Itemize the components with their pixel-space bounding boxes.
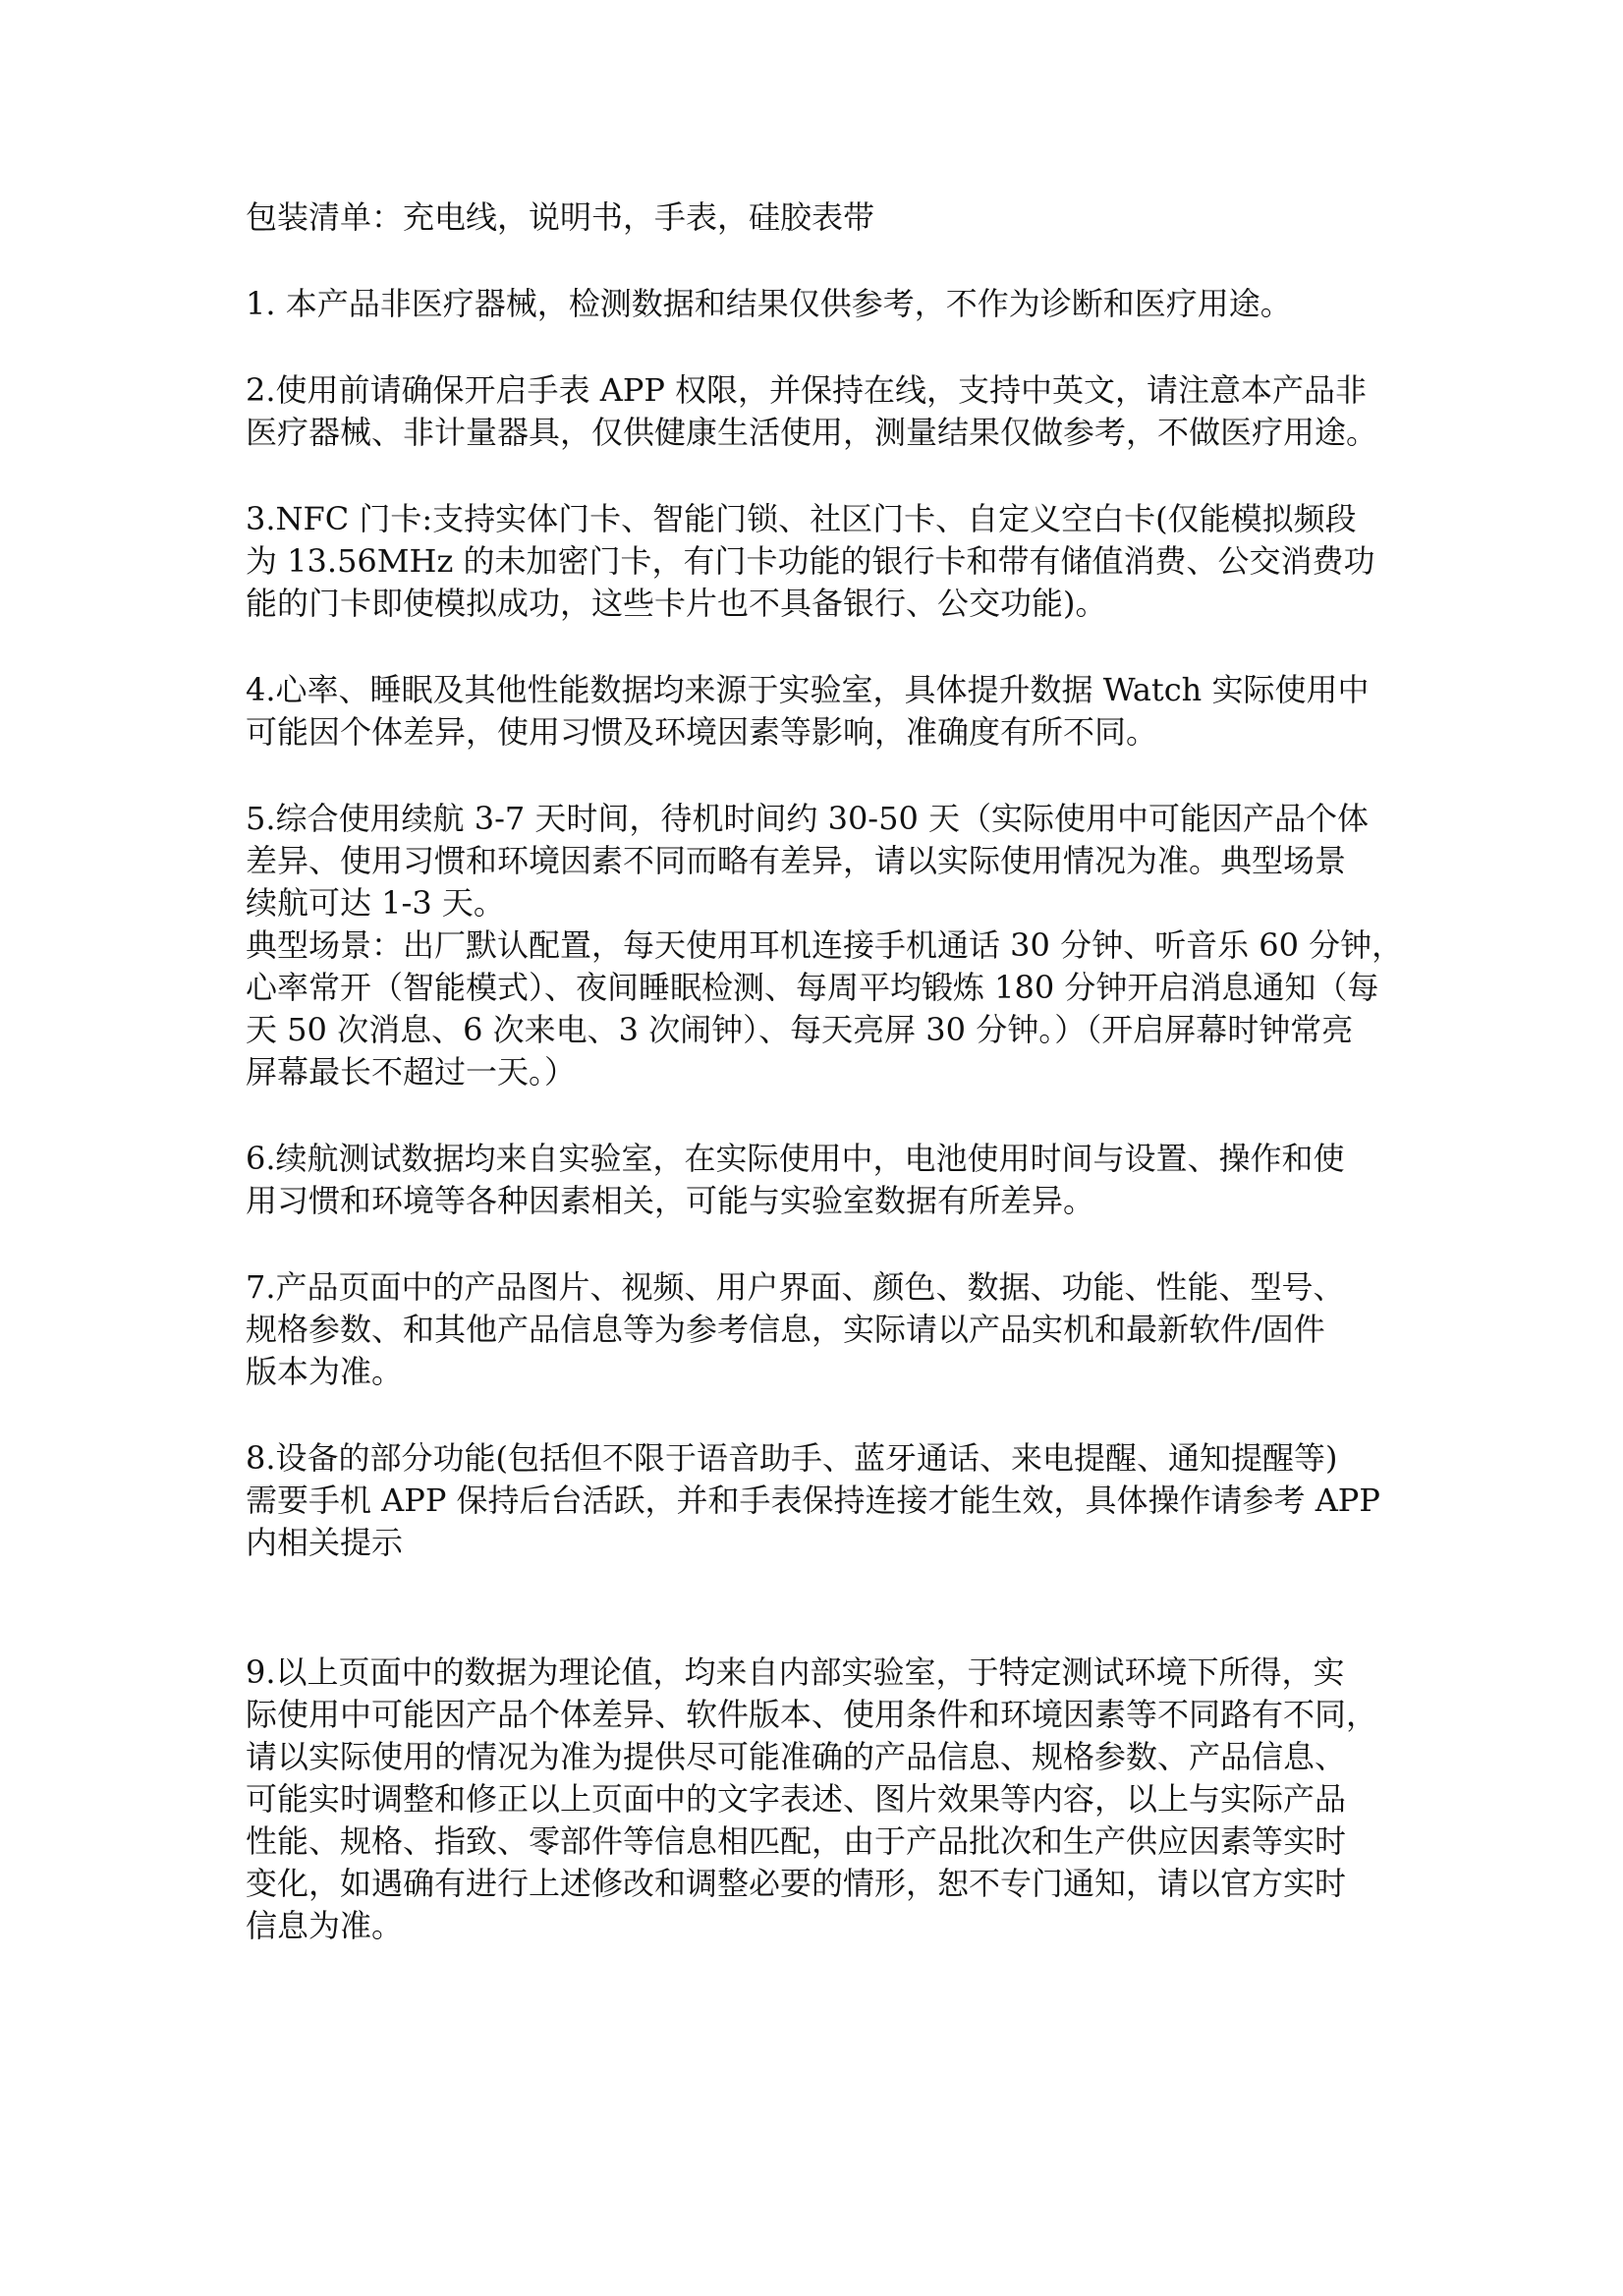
note-5: [246, 798, 1425, 1093]
note-2: [246, 369, 1425, 454]
note-8: [246, 1437, 1425, 1564]
note-3-line-2: 为 13.56MHz 的未加密门卡，有门卡功能的银行卡和带有储值消费、公交消费功: [246, 542, 1375, 580]
note-6-line-2: 用习惯和环境等各种因素相关，可能与实验室数据有所差异。: [246, 1182, 1095, 1219]
note-9-line-7: 信息为准。: [246, 1907, 404, 1944]
note-5-line-1: 5.综合使用续航 3-7 天时间，待机时间约 30-50 天（实际使用中可能因产品个体: [246, 800, 1370, 837]
note-2-line-2: 医疗器械、非计量器具，仅供健康生活使用，测量结果仅做参考，不做医疗用途。: [246, 414, 1378, 451]
note-6-line-1: 6.续航测试数据均来自实验室，在实际使用中，电池使用时间与设置、操作和使: [246, 1140, 1345, 1177]
note-9-line-6: 变化，如遇确有进行上述修改和调整必要的情形，恕不专门通知，请以官方实时: [246, 1865, 1347, 1902]
note-7-line-2: 规格参数、和其他产品信息等为参考信息，实际请以产品实机和最新软件/固件: [246, 1311, 1325, 1348]
note-9: [246, 1652, 1425, 1947]
note-2-line-1: 2.使用前请确保开启手表 APP 权限，并保持在线，支持中英文，请注意本产品非: [246, 371, 1368, 409]
note-9-line-5: 性能、规格、指致、零部件等信息相匹配，由于产品批次和生产供应因素等实时: [246, 1822, 1347, 1860]
note-6: [246, 1138, 1425, 1222]
note-9-line-2: 际使用中可能因产品个体差异、软件版本、使用条件和环境因素等不同路有不同，: [246, 1696, 1378, 1733]
note-5-line-3: 续航可达 1-3 天。: [246, 884, 505, 922]
note-5-line-4: 典型场景：出厂默认配置，每天使用耳机连接手机通话 30 分钟、听音乐 60 分钟，: [246, 926, 1404, 964]
note-3-line-3: 能的门卡即使模拟成功，这些卡片也不具备银行、公交功能)。: [246, 585, 1107, 622]
note-5-line-5: 心率常开（智能模式）、夜间睡眠检测、每周平均锻炼 180 分钟开启消息通知（每: [246, 969, 1379, 1006]
note-8-line-3: 内相关提示: [246, 1524, 404, 1561]
note-4-line-1: 4.心率、睡眠及其他性能数据均来源于实验室，具体提升数据 Watch 实际使用中: [246, 671, 1370, 708]
note-5-line-6: 天 50 次消息、6 次来电、3 次闹钟）、每天亮屏 30 分钟。）（开启屏幕时钟常亮: [246, 1011, 1354, 1048]
note-8-line-2: 需要手机 APP 保持后台活跃，并和手表保持连接才能生效，具体操作请参考 APP: [246, 1482, 1380, 1519]
note-5-line-7: 屏幕最长不超过一天。）: [246, 1053, 577, 1091]
note-1-line-1: 1. 本产品非医疗器械，检测数据和结果仅供参考，不作为诊断和医疗用途。: [246, 285, 1292, 322]
note-4-line-2: 可能因个体差异，使用习惯及环境因素等影响，准确度有所不同。: [246, 713, 1158, 751]
packing-list: [246, 196, 1425, 239]
note-9-line-4: 可能实时调整和修正以上页面中的文字表述、图片效果等内容，以上与实际产品: [246, 1780, 1347, 1818]
packing-list-text: 包装清单：充电线，说明书，手表，硅胶表带: [246, 198, 875, 236]
note-3: [246, 498, 1425, 625]
note-7-line-1: 7.产品页面中的产品图片、视频、用户界面、颜色、数据、功能、性能、型号、: [246, 1268, 1345, 1306]
note-9-line-1: 9.以上页面中的数据为理论值，均来自内部实验室，于特定测试环境下所得，实: [246, 1653, 1345, 1691]
note-4: [246, 669, 1425, 754]
note-5-line-2: 差异、使用习惯和环境因素不同而略有差异，请以实际使用情况为准。典型场景: [246, 842, 1347, 879]
note-9-line-3: 请以实际使用的情况为准为提供尽可能准确的产品信息、规格参数、产品信息、: [246, 1738, 1347, 1775]
note-1: [246, 283, 1425, 325]
note-8-line-1: 8.设备的部分功能(包括但不限于语音助手、蓝牙通话、来电提醒、通知提醒等): [246, 1439, 1338, 1477]
note-7-line-3: 版本为准。: [246, 1353, 404, 1390]
note-3-line-1: 3.NFC 门卡:支持实体门卡、智能门锁、社区门卡、自定义空白卡(仅能模拟频段: [246, 500, 1357, 537]
note-7: [246, 1266, 1425, 1393]
